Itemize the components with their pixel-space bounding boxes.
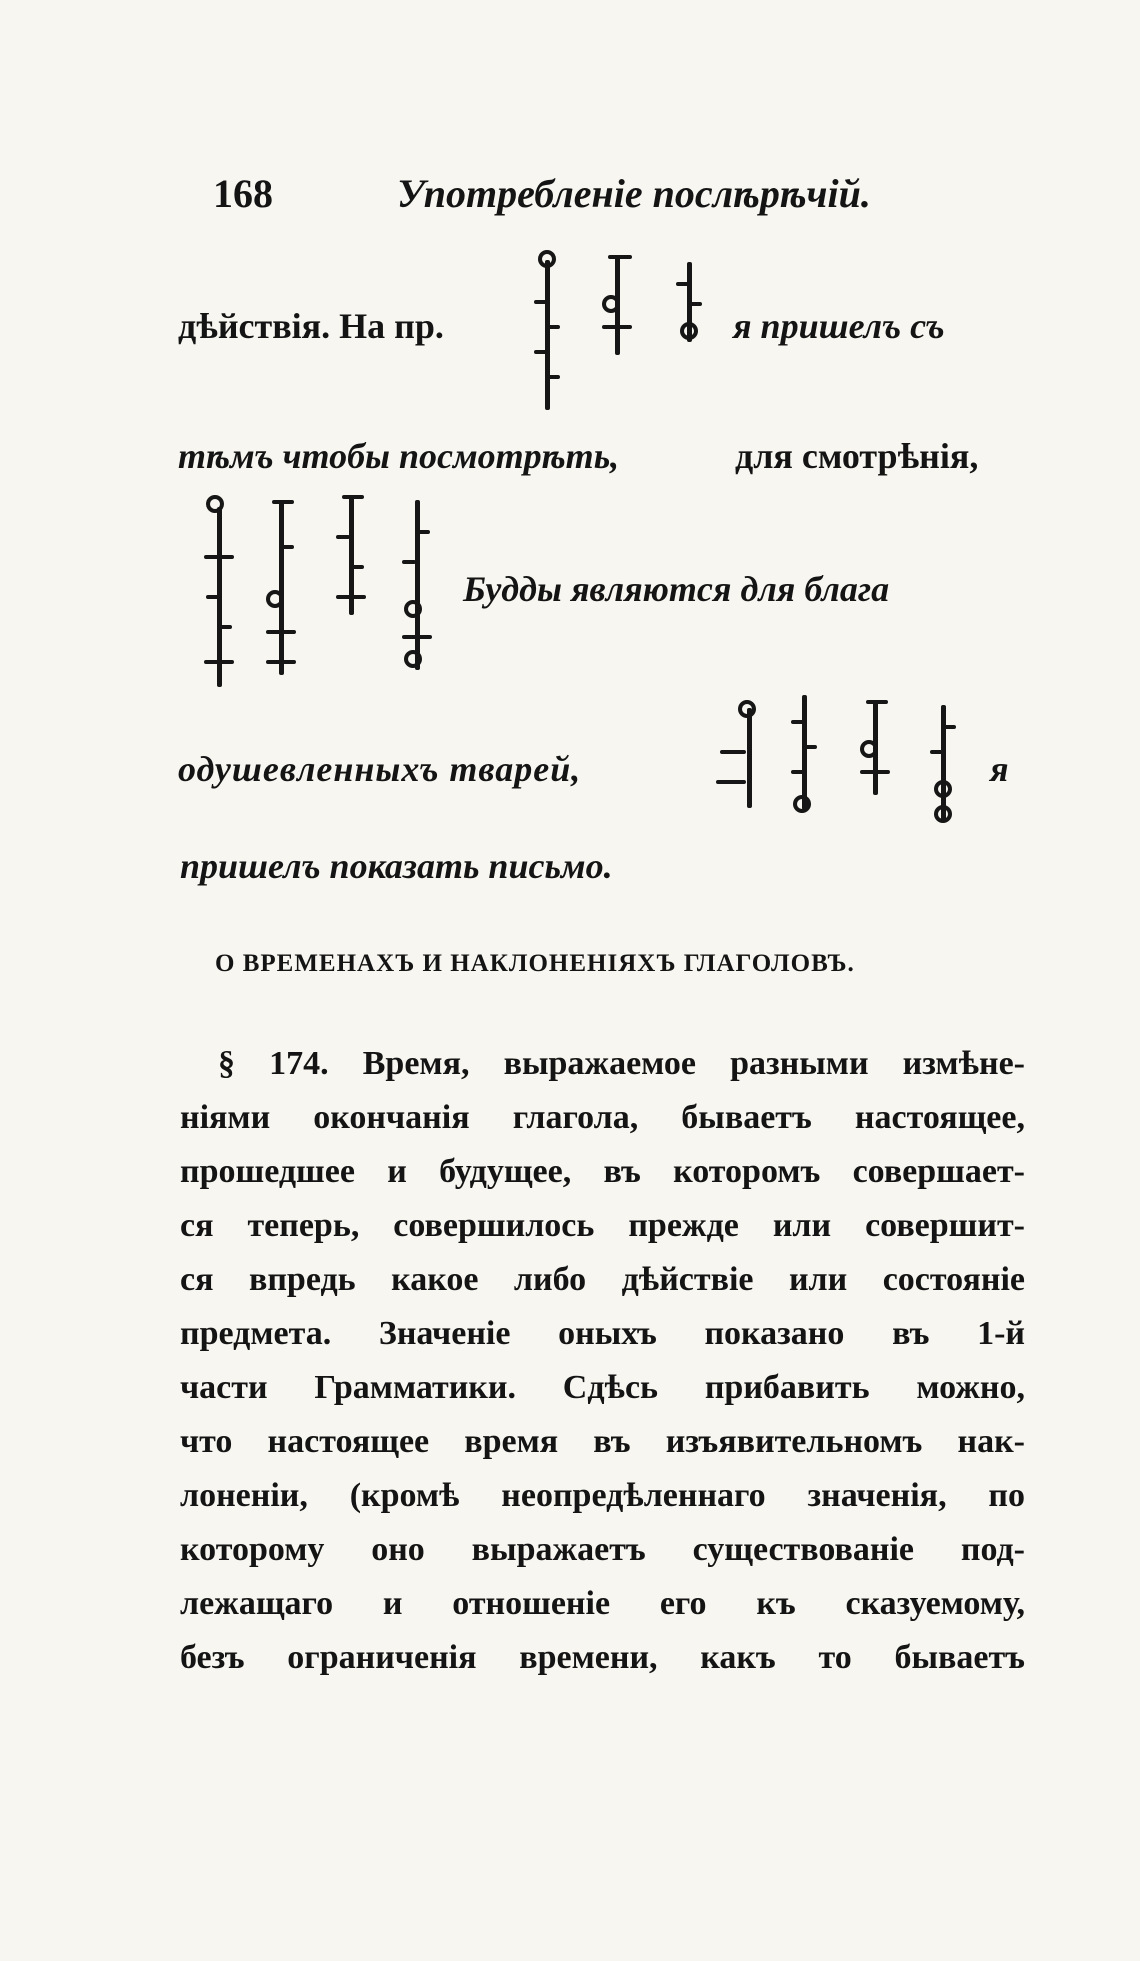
paragraph-line: § 174. Время, выражаемое разными измѣне- (218, 1045, 1025, 1082)
mongolian-script-word (210, 495, 228, 675)
mongolian-script-word (740, 700, 758, 800)
paragraph-line: безъ ограниченія времени, какъ то бываетъ (180, 1639, 1025, 1676)
example-line-5: пришелъ показать письмо. (180, 846, 613, 886)
paragraph-line: лежащаго и отношеніе его къ сказуемому, (180, 1585, 1025, 1622)
mongolian-script-word (795, 695, 813, 810)
mongolian-script-word (934, 705, 952, 820)
section-heading: О ВРЕМЕНАХЪ И НАКЛОНЕНІЯХЪ ГЛАГОЛОВЪ. (215, 950, 855, 977)
paragraph-line: ніями окончанія глагола, бываетъ настоящее, (180, 1099, 1025, 1136)
paragraph-line: лоненіи, (кромѣ неопредѣленнаго значенія, по (180, 1477, 1025, 1514)
mongolian-script-word (342, 495, 360, 615)
paragraph-line: ся теперь, совершилось прежде или совершит- (180, 1207, 1025, 1244)
running-title: Употребленіе послѣрѣчій. (397, 171, 871, 216)
example-line-2-plain: для смотрѣнія, (735, 436, 979, 476)
mongolian-script-word (866, 700, 884, 795)
example-line-3-end: Будды являются для блага (463, 569, 890, 609)
example-line-1-start: дѣйствія. На пр. (178, 306, 444, 346)
paragraph-line: прошедшее и будущее, въ которомъ совершает- (180, 1153, 1025, 1190)
mongolian-script-word (272, 500, 290, 675)
paragraph-line: что настоящее время въ изъявительномъ нак- (180, 1423, 1025, 1460)
paragraph-line: предмета. Значеніе оныхъ показано въ 1-й (180, 1315, 1025, 1352)
mongolian-script-word (608, 255, 626, 355)
paragraph-line: части Грамматики. Сдѣсь прибавить можно, (180, 1369, 1025, 1406)
mongolian-script-word (408, 500, 426, 670)
example-line-2-italic: тѣмъ чтобы посмотрѣть, (178, 436, 620, 476)
example-line-4-start: одушевленныхъ тварей, (178, 749, 582, 789)
paragraph-line: ся впредь какое либо дѣйствіе или состояніе (180, 1261, 1025, 1298)
mongolian-script-word (538, 250, 556, 400)
page-number: 168 (213, 171, 273, 216)
example-line-4-end: я (990, 749, 1009, 789)
mongolian-script-word (680, 262, 698, 342)
example-line-1-end: я пришелъ съ (733, 306, 945, 346)
paragraph-line: которому оно выражаетъ существованіе под- (180, 1531, 1025, 1568)
